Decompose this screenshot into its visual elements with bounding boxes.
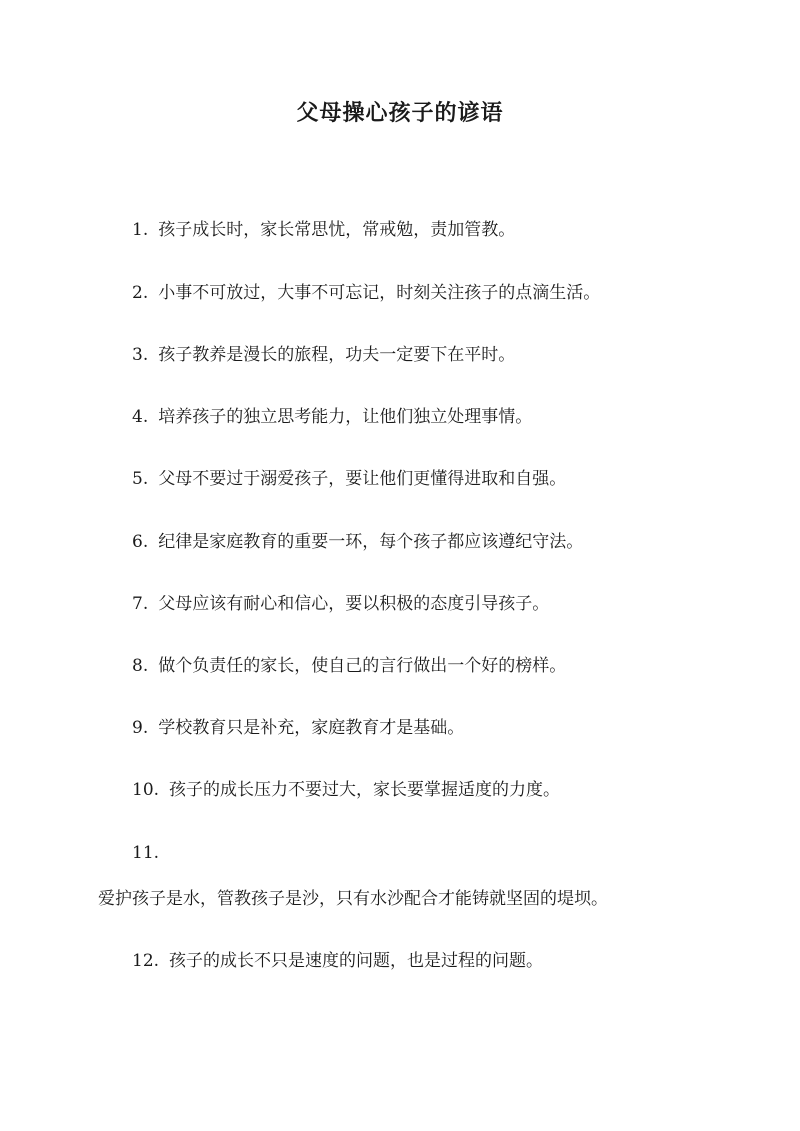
item-number: 12. — [132, 951, 160, 971]
list-item — [132, 778, 560, 802]
item-number: 9. — [132, 718, 149, 738]
item-text: 父母应该有耐心和信心，要以积极的态度引导孩子。 — [158, 594, 550, 614]
item-number: 11. — [132, 843, 160, 863]
item-text: 孩子的成长不只是速度的问题，也是过程的问题。 — [169, 951, 544, 971]
item-text: 父母不要过于溺爱孩子，要让他们更懂得进取和自强。 — [158, 469, 567, 489]
list-item — [132, 949, 543, 973]
item-text: 纪律是家庭教育的重要一环，每个孩子都应该遵纪守法。 — [158, 532, 584, 552]
list-item — [132, 343, 515, 367]
item-number: 3. — [132, 345, 149, 365]
list-item — [132, 716, 464, 740]
list-item — [132, 467, 566, 491]
page-title: 父母操心孩子的谚语 — [296, 100, 504, 126]
list-item — [132, 281, 600, 305]
item-number: 10. — [132, 780, 160, 800]
list-item — [132, 841, 169, 865]
item-text: 培养孩子的独立思考能力，让他们独立处理事情。 — [158, 407, 533, 427]
item-number: 8. — [132, 656, 149, 676]
list-item — [132, 592, 549, 616]
item-text: 孩子的成长压力不要过大，家长要掌握适度的力度。 — [169, 780, 561, 800]
list-item — [132, 530, 583, 554]
item-text: 孩子成长时，家长常思忧，常戒勉，责加管教。 — [158, 220, 516, 240]
item-number: 2. — [132, 283, 149, 303]
item-number: 6. — [132, 532, 149, 552]
item-number: 1. — [132, 220, 149, 240]
list-item — [132, 405, 532, 429]
item-number: 4. — [132, 407, 149, 427]
list-item — [132, 218, 515, 242]
item-text-continuation: 爱护孩子是水，管教孩子是沙，只有水沙配合才能铸就坚固的堤坝。 — [98, 889, 608, 909]
item-text: 做个负责任的家长，使自己的言行做出一个好的榜样。 — [158, 656, 567, 676]
list-item — [132, 654, 566, 678]
item-number: 5. — [132, 469, 149, 489]
item-number: 7. — [132, 594, 149, 614]
item-text: 学校教育只是补充，家庭教育才是基础。 — [158, 718, 465, 738]
item-text: 小事不可放过，大事不可忘记，时刻关注孩子的点滴生活。 — [158, 283, 601, 303]
item-text: 孩子教养是漫长的旅程，功夫一定要下在平时。 — [158, 345, 516, 365]
